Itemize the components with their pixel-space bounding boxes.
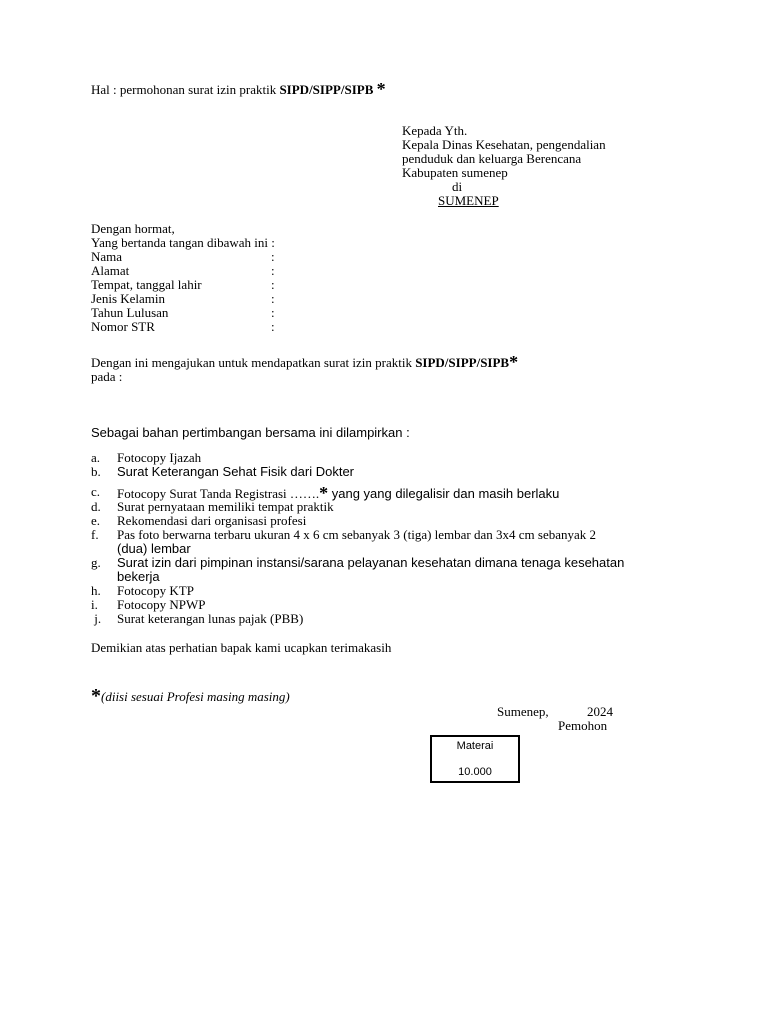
greeting: Dengan hormat,: [91, 221, 175, 236]
list-text: Pas foto berwarna terbaru ukuran 4 x 6 cm sebanyak 3 (tiga) lembar dan 3x4 cm sebanyak 2 (dua) lembar: [117, 527, 597, 556]
field-colon: :: [271, 319, 275, 334]
field-colon: :: [271, 249, 275, 264]
closing-text: Demikian atas perhatian bapak kami ucapkan terimakasih: [91, 640, 392, 655]
list-item: [91, 597, 206, 612]
field-label: Jenis Kelamin: [91, 291, 166, 306]
list-marker: j.: [91, 611, 102, 626]
stamp-value: 10.000: [458, 766, 492, 778]
recipient-line-2: Kepala Dinas Kesehatan, pengendalian: [402, 137, 606, 152]
signature-year: 2024: [587, 704, 613, 719]
stamp-duty-box: [430, 735, 520, 783]
list-item: [91, 611, 304, 626]
attachments-intro: Sebagai bahan pertimbangan bersama ini dilampirkan :: [91, 425, 410, 440]
subject-permit-types: SIPD/SIPP/SIPB: [279, 82, 374, 97]
request-line-2: pada :: [91, 369, 123, 384]
note-asterisk: *: [91, 685, 101, 707]
request-permit-types: SIPD/SIPP/SIPB: [415, 355, 510, 370]
list-item: [91, 583, 194, 598]
request-line: [91, 354, 518, 370]
list-marker: a.: [91, 450, 101, 465]
list-text: Surat keterangan lunas pajak (PBB): [117, 611, 304, 626]
request-asterisk: *: [509, 352, 519, 372]
request-prefix: Dengan ini mengajukan untuk mendapatkan surat izin praktik: [91, 355, 416, 370]
list-marker: e.: [91, 513, 101, 528]
list-text: Fotocopy NPWP: [117, 597, 206, 612]
note-text: (diisi sesuai Profesi masing masing): [101, 689, 290, 704]
field-label: Tempat, tanggal lahir: [91, 277, 202, 292]
intro-text: Yang bertanda tangan dibawah ini :: [91, 235, 275, 250]
recipient-city: SUMENEP: [438, 193, 499, 208]
list-text: Fotocopy Surat Tanda Registrasi …….* yang yang dilegalisir dan masih berlaku: [117, 483, 560, 503]
list-text: Surat pernyataan memiliki tempat praktik: [117, 499, 334, 514]
list-text: Fotocopy Ijazah: [117, 450, 202, 465]
signature-place: Sumenep,: [497, 704, 549, 719]
list-marker: c.: [91, 484, 101, 499]
list-text: Rekomendasi dari organisasi profesi: [117, 513, 307, 528]
list-item: [91, 513, 307, 528]
recipient-line-5: di: [452, 179, 463, 194]
field-label: Nama: [91, 249, 123, 264]
signature-role: Pemohon: [558, 718, 608, 733]
field-label: Tahun Lulusan: [91, 305, 169, 320]
list-marker: i.: [91, 597, 98, 612]
subject-prefix: Hal : permohonan surat izin praktik: [91, 82, 280, 97]
field-label: Nomor STR: [91, 319, 155, 334]
list-marker: h.: [91, 583, 101, 598]
field-colon: :: [271, 263, 275, 278]
list-marker: g.: [91, 555, 101, 570]
recipient-line-4: Kabupaten sumenep: [402, 165, 508, 180]
subject-asterisk: *: [376, 79, 386, 99]
field-colon: :: [271, 277, 275, 292]
list-item: [91, 464, 355, 479]
list-text: Surat izin dari pimpinan instansi/sarana pelayanan kesehatan dimana tenaga kesehatan bekerja: [117, 555, 625, 584]
list-item: [91, 555, 625, 584]
field-colon: :: [271, 291, 275, 306]
recipient-line-1: Kepada Yth.: [402, 123, 468, 138]
list-asterisk: *: [319, 483, 329, 503]
stamp-label: Materai: [456, 740, 494, 752]
recipient-line-3: penduduk dan keluarga Berencana: [402, 151, 582, 166]
list-text: Fotocopy KTP: [117, 583, 194, 598]
field-colon: :: [271, 305, 275, 320]
list-text: Surat Keterangan Sehat Fisik dari Dokter: [117, 464, 355, 479]
list-marker: f.: [91, 527, 99, 542]
field-label: Alamat: [91, 263, 130, 278]
list-item: [91, 483, 560, 503]
list-marker: b.: [91, 464, 101, 479]
list-item: [91, 499, 334, 514]
profession-note: [91, 685, 290, 707]
subject-line: [91, 81, 386, 97]
list-item: [91, 527, 597, 556]
list-marker: d.: [91, 499, 101, 514]
list-item: [91, 450, 202, 465]
